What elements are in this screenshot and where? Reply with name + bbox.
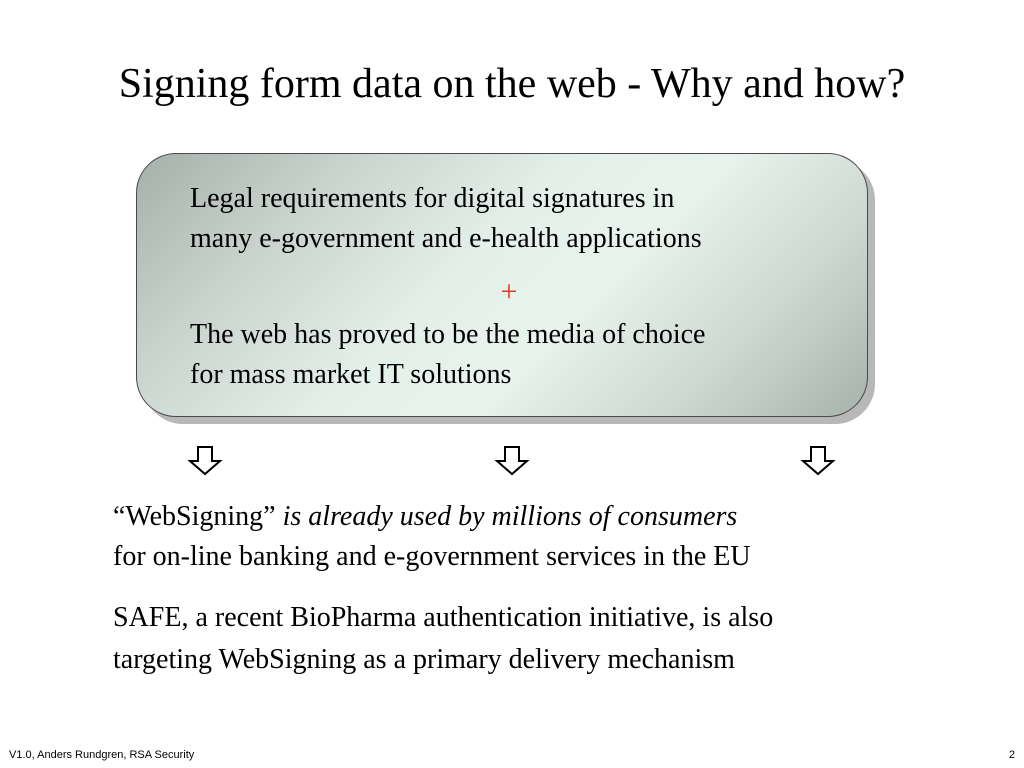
callout-line-3: The web has proved to be the media of choice bbox=[190, 319, 706, 350]
paragraph-1-line-2: for on-line banking and e-government services in the EU bbox=[113, 541, 751, 572]
footer-credit: V1.0, Anders Rundgren, RSA Security bbox=[9, 749, 195, 761]
slide-title: Signing form data on the web - Why and how? bbox=[118, 61, 906, 107]
callout-line-1: Legal requirements for digital signatures in bbox=[190, 183, 675, 214]
paragraph-2-line-1: SAFE, a recent BioPharma authentication initiative, is also bbox=[113, 602, 774, 633]
paragraph-2-line-2: targeting WebSigning as a primary delivery mechanism bbox=[113, 644, 735, 675]
plus-sign: + bbox=[500, 275, 518, 308]
websigning-quote: “WebSigning” bbox=[113, 501, 276, 532]
callout-line-4: for mass market IT solutions bbox=[190, 359, 512, 390]
down-arrow-icon bbox=[492, 443, 532, 477]
paragraph-1-line-1 bbox=[113, 497, 737, 537]
websigning-claim: is already used by millions of consumers bbox=[282, 501, 738, 532]
down-arrow-icon bbox=[185, 443, 225, 477]
down-arrow-icon bbox=[798, 443, 838, 477]
page-number: 2 bbox=[1008, 749, 1015, 761]
callout-line-2: many e-government and e-health applications bbox=[190, 223, 702, 254]
